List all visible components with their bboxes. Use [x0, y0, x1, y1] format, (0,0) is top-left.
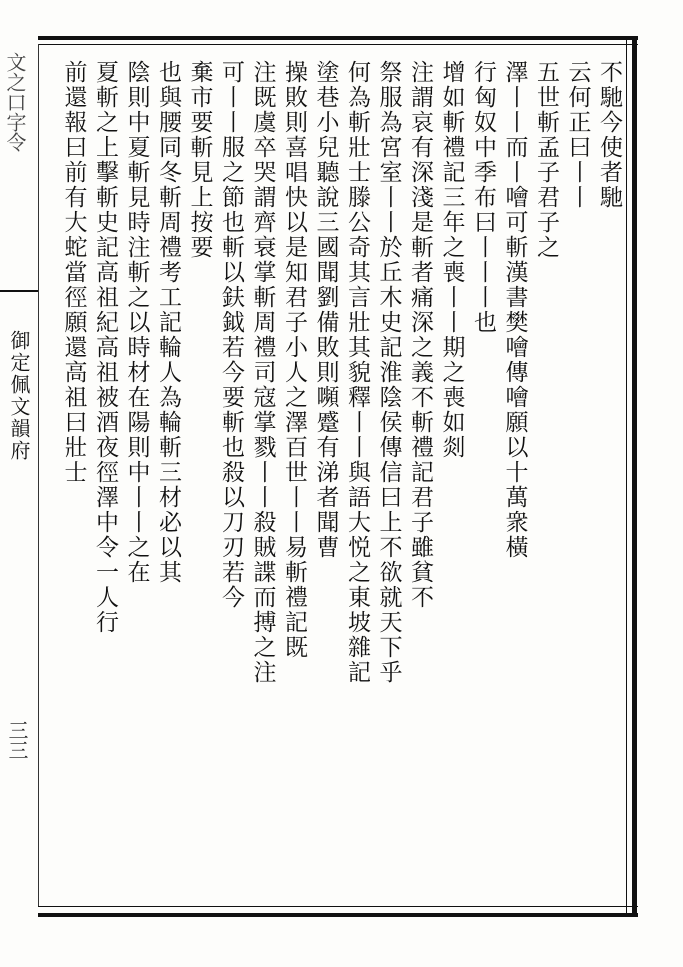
text-column: 注謂哀有深淺是斬者痛深之義不斬禮記君子雖貧不 [407, 60, 433, 610]
text-column: 注既虞卒哭謂齊衰掌斬周禮司寇掌戮丨丨殺賊諜而搏之注 [249, 60, 276, 685]
margin-line [38, 44, 39, 906]
text-column: 不馳今使者馳 [596, 60, 622, 210]
text-column: 五世斬孟子君子之 [533, 60, 559, 260]
frame-bottom-inner-border [38, 906, 638, 907]
text-column: 增如斬禮記三年之喪丨丨期之喪如剡 [438, 60, 465, 460]
text-column: 操敗則喜唱快以是知君子小人之澤百世丨丨易斬禮記既 [281, 60, 307, 660]
text-column: 行匈奴中季布曰丨丨丨也 [470, 60, 496, 335]
text-column: 可丨丨服之節也斬以鈇鉞若今要斬也殺以刀刃若今 [218, 60, 244, 610]
text-column: 澤丨丨而丨噲可斬漢書樊噲傳噲願以十萬衆橫 [501, 60, 528, 560]
frame-right-inner-border [626, 40, 627, 913]
frame-right-border [632, 36, 637, 917]
text-column: 前還報曰前有大蛇當徑願還高祖曰壯士 [60, 60, 87, 485]
text-column: 云何正曰丨丨 [564, 60, 591, 210]
text-column: 何為斬壯士滕公奇其言壯其貌釋丨丨與語大悦之東坡雜記 [344, 60, 370, 685]
frame-bottom-border [38, 913, 638, 917]
frame-top-inner-border [38, 44, 638, 45]
text-column: 夏斬之上擊斬史記高祖紀高祖被酒夜徑澤中令一人行 [92, 60, 118, 635]
frame-top-border [38, 36, 638, 40]
text-column: 祭服為宮室丨丨於丘木史記淮陰侯傳信曰上不欲就天下乎 [375, 60, 402, 685]
text-column: 棄市要斬見上按要 [186, 60, 213, 260]
page-number: 三三 [5, 720, 29, 760]
text-column: 塗巷小兒聽說三國聞劉備敗則嚬蹙有涕者聞曹 [312, 60, 339, 560]
edge-mark [0, 290, 38, 292]
edge-text: 文之口字令 [3, 52, 27, 152]
source-title: 御定佩文韻府 [7, 330, 31, 462]
text-column: 也與腰同冬斬周禮考工記輪人為輪斬三材必以其 [155, 60, 181, 585]
text-column: 陰則中夏斬見時注斬之以時材在陽則中丨丨之在 [123, 60, 150, 585]
